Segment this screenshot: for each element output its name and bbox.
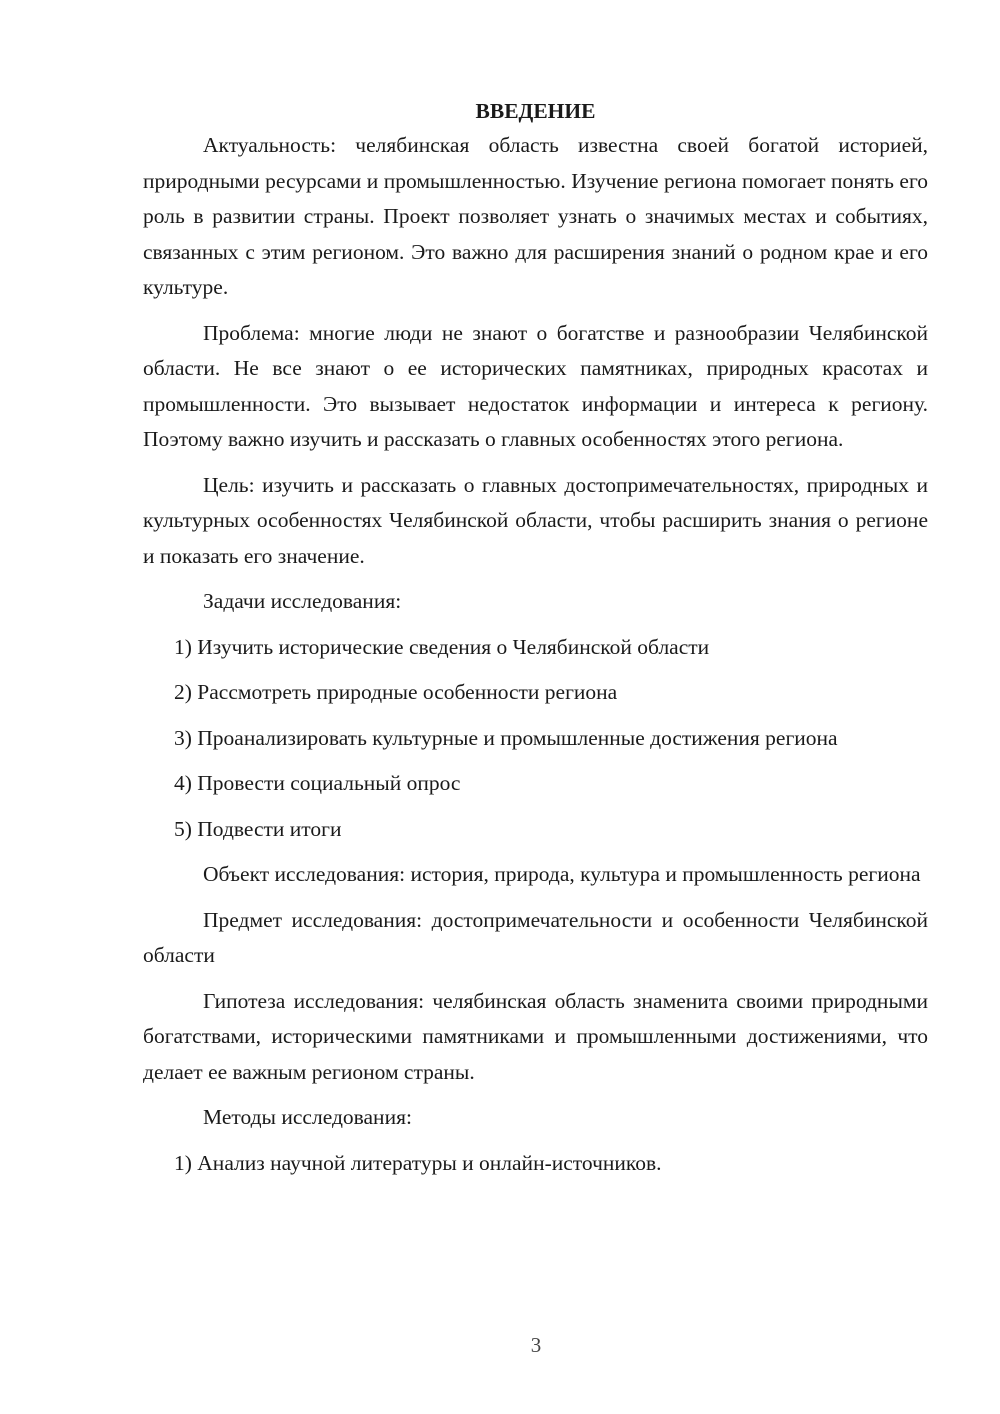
paragraph-hypothesis: Гипотеза исследования: челябинская область знаменита своими природными богатствами, историческими памятниками и промышленными достижениями, что делает ее важным регионом страны.: [143, 988, 928, 1084]
task-item: 1) Изучить исторические сведения о Челябинской области: [174, 634, 710, 659]
task-item: 3) Проанализировать культурные и промышленные достижения региона: [174, 725, 838, 750]
paragraph-goal: Цель: изучить и рассказать о главных достопримечательностях, природных и культурных особенностях Челябинской области, чтобы расширить знания о регионе и показать его значение.: [143, 472, 928, 568]
paragraph-problem: Проблема: многие люди не знают о богатстве и разнообразии Челябинской области. Не все знают о ее исторических памятниках, природных красотах и промышленности. Это вызывает недостаток информации и интереса к региону. Поэтому важно изучить и рассказать о главных особенностях этого региона.: [143, 320, 928, 451]
task-item: 5) Подвести итоги: [174, 816, 342, 841]
page-title: ВВЕДЕНИЕ: [475, 99, 596, 123]
task-item: 2) Рассмотреть природные особенности региона: [174, 680, 618, 704]
tasks-heading: Задачи исследования:: [203, 589, 402, 613]
methods-heading: Методы исследования:: [203, 1105, 412, 1129]
paragraph-relevance: Актуальность: челябинская область известна своей богатой историей, природными ресурсами и промышленностью. Изучение региона помогает понять его роль в развитии страны. Проект позволяет узнать о значимых местах и событиях, связанных с этим регионом. Это важно для расширения знаний о родном крае и его культуре.: [143, 133, 928, 299]
method-item: 1) Анализ научной литературы и онлайн-источников.: [174, 1150, 662, 1175]
document-body: [143, 94, 928, 1191]
task-item: 4) Провести социальный опрос: [174, 771, 461, 795]
paragraph-object: Объект исследования: история, природа, культура и промышленность региона: [203, 862, 921, 886]
paragraph-subject: Предмет исследования: достопримечательности и особенности Челябинской области: [143, 907, 928, 967]
page-number: 3: [530, 1333, 542, 1357]
